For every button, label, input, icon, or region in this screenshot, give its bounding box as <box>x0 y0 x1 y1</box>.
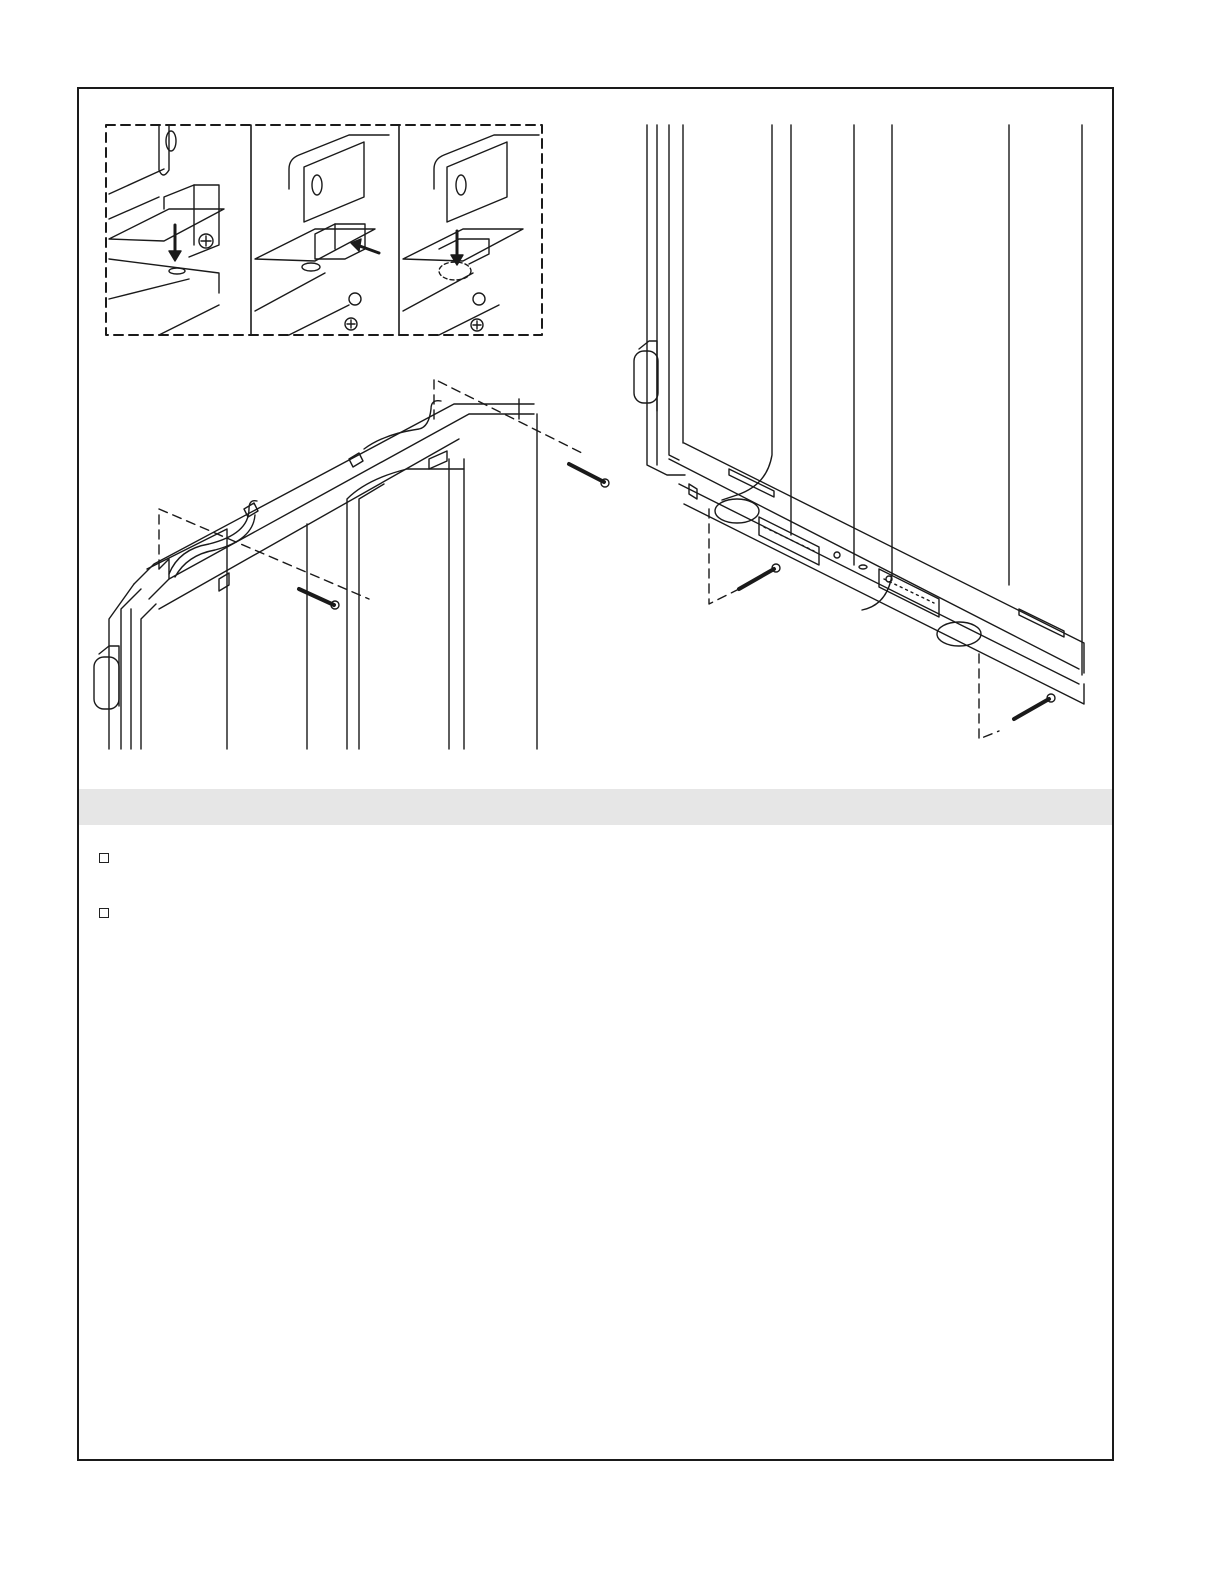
step-list <box>99 849 1079 959</box>
step-item <box>99 849 1079 904</box>
detail-panel-3 <box>403 135 539 335</box>
installation-illustration <box>79 89 1112 789</box>
checkbox-icon[interactable] <box>99 853 109 863</box>
detail-panel-1 <box>109 125 224 335</box>
page-frame <box>77 87 1114 1461</box>
step-item <box>99 904 1079 959</box>
detail-panel-2 <box>255 135 389 335</box>
cabinet-right <box>634 125 1084 739</box>
cabinet-left <box>94 379 609 749</box>
section-header-bar <box>79 789 1112 825</box>
checkbox-icon[interactable] <box>99 908 109 918</box>
detail-inset <box>106 125 542 335</box>
